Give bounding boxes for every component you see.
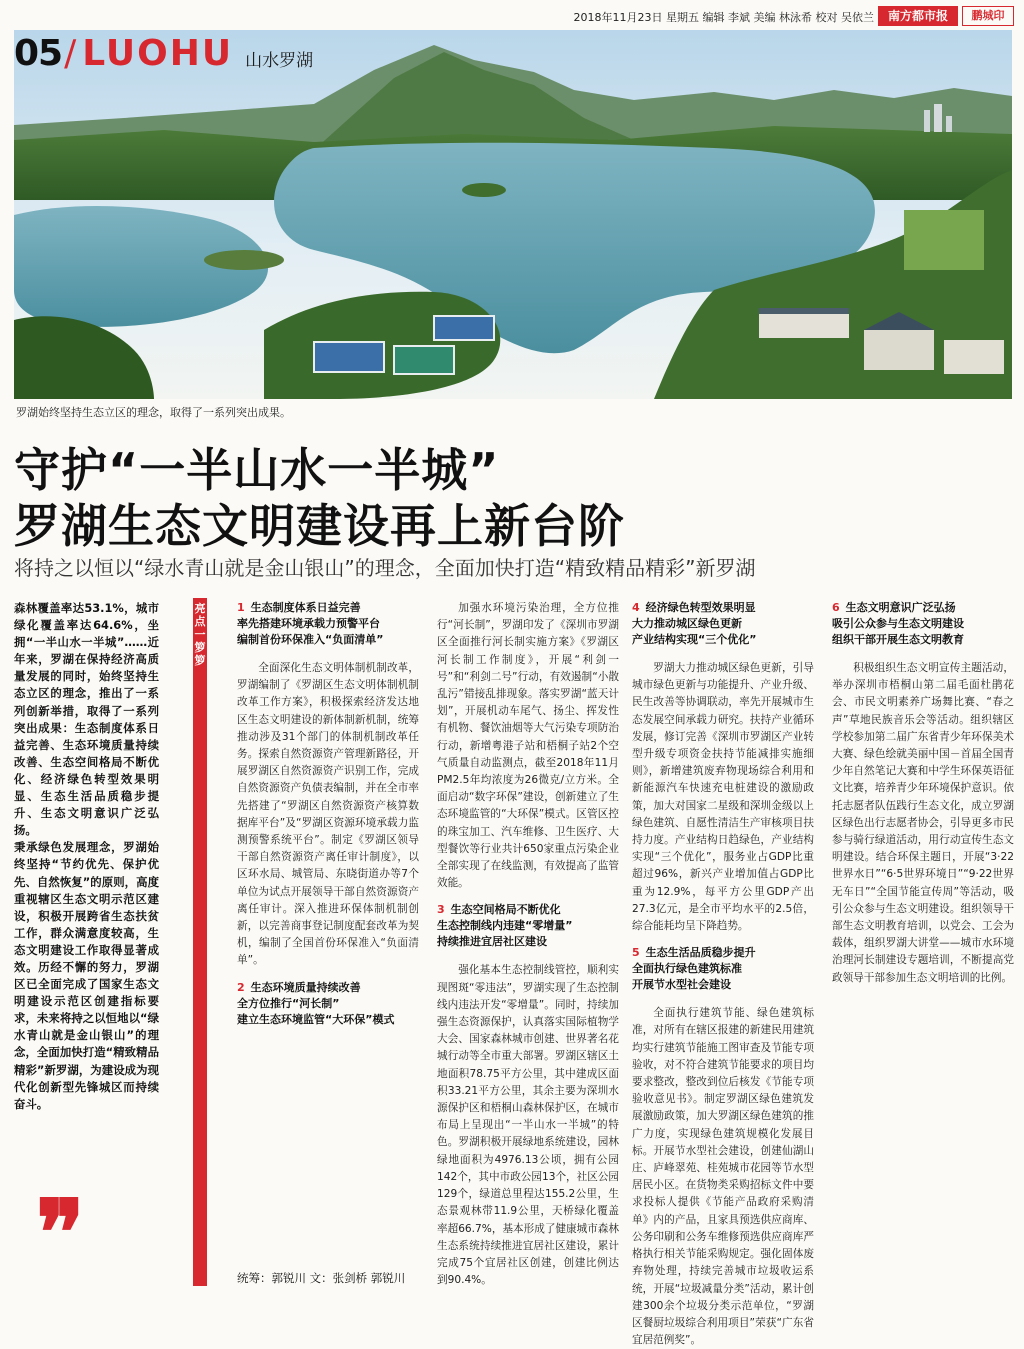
headline-line1: 守护“一半山水一半城” [14, 443, 500, 497]
photo-caption: 罗湖始终坚持生态立区的理念，取得了一系列突出成果。 [16, 406, 291, 419]
section-title: 生态环境质量持续改善 [250, 980, 361, 994]
headline-line2: 罗湖生态文明建设再上新台阶 [14, 499, 625, 553]
section-title: 生态制度体系日益完善 [250, 601, 361, 614]
section-heading [832, 600, 1014, 616]
section-heading [437, 902, 619, 918]
section-body: 罗湖大力推动城区绿色更新，引导城市绿色更新与功能提升、产业升级、民生改善等协调联动，率先开展城市生态发展空间承载力研究。扶持产业循环发展，修订完善《深圳市罗湖区产业转型升级专项资金扶持节能减排实施细则》，新增建筑废弃物现场综合利用和新能源汽车快速充电桩建设的激励政策，加大对国家二星级和深圳金级以上绿色建筑、自愿性清洁生产审核项目扶持力度。产业结构日趋绿色，产业结构实现“三个优化”，服务业占GDP比重超过96%，新兴产业增加值占GDP比重为12.9%，每平方公里GDP产出27.3亿元，是全市平均水平的2.5倍，综合能耗均呈下降趋势。 [632, 662, 814, 933]
section-title: 生态文明意识广泛弘扬 [845, 601, 956, 614]
section-heading [632, 600, 814, 616]
lead-paragraph: 森林覆盖率达53.1%，城市绿化覆盖率达64.6%，坐拥“一半山水一半城”……近年来，罗湖在保持经济高质量发展的同时，始终坚持生态立区的理念，推出了一系列创新举措，取得了一系列突出成果：生态制度体系日益完善、生态环境质量持续改善、生态空间格局不断优化、经济绿色转型效果明显、生态生活品质稳步提升、生态文明意识广泛弘扬。 [14, 601, 159, 838]
subheadline: 将持之以恒以“绿水青山就是金山银山”的理念，全面加快打造“精致精品精彩”新罗湖 [14, 556, 756, 580]
lead-paragraph: 秉承绿色发展理念，罗湖始终坚持“节约优先、保护优先、自然恢复”的原则，高度重视辖区生态文明示范区建设，积极开展跨省生态扶贫工作，群众满意度较高，生态文明建设工作取得显著成效。历经不懈的努力，罗湖区已全面完成了国家生态文明建设示范区创建指标要求，未来将持之以恒地以“绿水青山就是金山银山”的理念，全面加快打造“精致精品精彩”新罗湖，为建设成为现代化创新型先锋城区而持续奋斗。 [14, 840, 159, 1111]
section-heading [237, 600, 419, 616]
article-column-1 [237, 600, 419, 1040]
section-4 [632, 600, 814, 935]
section-subtitle: 山水罗湖 [245, 50, 314, 71]
highlight-bar [193, 598, 207, 1286]
section-number: 3 [437, 903, 445, 917]
partner-logo: 鹏城印 [962, 6, 1014, 26]
section-number: 5 [632, 946, 640, 960]
hero-photo [14, 30, 1012, 399]
highlight-label [193, 602, 207, 667]
section-body: 加强水环境污染治理，全方位推行“河长制”，罗湖印发了《深圳市罗湖区全面推行河长制实施方案》《罗湖区河长制工作制度》，开展“利剑一号”和“利剑二号”行动，有效遏制“小散乱污”错接乱排现象。落实罗湖“蓝天计划”，开展机动车尾气、扬尘、挥发性有机物、餐饮油烟等大气污染专项防治行动，新增粤港子站和梧桐子站2个空气质量自动监测点，截至2018年11月PM2.5年均浓度为26微克/立方米。全面启动“数字环保”建设，创新建立了生态环境监管的“大环保”模式。区管区控的珠宝加工、汽车维修、卫生医疗、大型餐饮等行业共计650家重点污染企业全部实现了在线监测，有效提高了监管效能。 [437, 602, 619, 890]
section-body: 全面深化生态文明体制机制改革，罗湖编制了《罗湖区生态文明体制机制改革工作方案》，积极探索经济发达地区生态文明建设的新体制新机制，统筹推动涉及31个部门的体制机制改革任务。探索自然资源资产管理新路径，开展罗湖区自然资源资产识别工作，完成自然资源资产负债表编制，并在全市率先搭建了“罗湖区自然资源资产核算数据库平台”及“罗湖区资源环境承载力监测预警系统平台”。制定《罗湖区领导干部自然资源资产离任审计制度》，以区环水局、城管局、东晓街道办等7个单位为试点开展领导干部自然资源资产离任审计。深入推进环保体制机制创新，以完善商事登记制度配套改革为契机，编制了全国首份环保准入“负面清单”。 [237, 662, 419, 967]
section-title: 生态生活品质稳步提升 [645, 946, 756, 960]
section-title: 经济绿色转型效果明显 [645, 601, 756, 614]
section-heading [632, 945, 814, 961]
section-subheading: 全方位推行“河长制” 建立生态环境监管“大环保”模式 [237, 996, 395, 1026]
section-slash: / [64, 32, 77, 74]
section-heading [237, 980, 419, 996]
lake-landscape-illustration [14, 30, 1012, 399]
section-number: 1 [237, 601, 245, 614]
section-2 [237, 980, 419, 1028]
byline-credit: 统筹：郭锐川 文：张剑桥 郭锐川 [237, 1271, 406, 1285]
section-5 [632, 945, 814, 1349]
newspaper-logo: 南方都市报 [878, 6, 958, 26]
section-body: 积极组织生态文明宣传主题活动，举办深圳市梧桐山第二届毛面杜鹃花会、市民文明素养广场舞比赛、“春之声”草地民族音乐会等活动。组织辖区学校参加第二届广东省青少年环保美术大赛、绿色绘就美丽中国－首届全国青少年自然笔记大赛和中学生环保英语征文比赛，培养青少年环境保护意识。依托志愿者队伍践行生态文化，成立罗湖区绿色出行志愿者协会，引导更多市民参与骑行绿道活动，用行动宣传生态文明建设。结合环保主题日，开展“3·22世界水日”“6·5世界环境日”“9·22世界无车日”“全国节能宣传周”等活动，吸引公众参与生态文明建设。组织领导干部生态文明教育培训，以党会、工会为载体，组织罗湖大讲堂——城市水环境治理河长制建设专题培训，不断提高党政领导干部参加生态文明培训的比例。 [832, 662, 1014, 984]
section-name: LUOHU [82, 32, 234, 74]
masthead [0, 0, 1024, 30]
section-1 [237, 600, 419, 970]
section-subheading: 大力推动城区绿色更新 产业结构实现“三个优化” [632, 617, 757, 646]
section-subheading: 全面执行绿色建筑标准 开展节水型社会建设 [632, 962, 742, 992]
section-title: 生态空间格局不断优化 [450, 903, 561, 917]
section-subheading: 率先搭建环境承载力预警平台 编制首份环保准入“负面清单” [237, 617, 384, 646]
section-body: 全面执行建筑节能、绿色建筑标准，对所有在辖区报建的新建民用建筑均实行建筑节能施工图审查及节能专项验收，对不符合建筑节能要求的项目均要求整改，整改到位后核发《节能专项验收意见书》。制定罗湖区绿色建筑发展激励政策，加大罗湖区绿色建筑的推广力度，实现绿色建筑规模化发展目标。开展节水型社会建设，创建仙湖山庄、庐峰翠苑、桂苑城市花园等节水型居民小区。在货物类采购招标文件中要求投标人提供《节能产品政府采购清单》内的产品，且家具预选供应商库、公务印刷和公务车维修预选供应商库严格执行相关节能采购规定。强化固体废弃物处理，持续完善城市垃圾收运系统，开展“垃圾减量分类”活动，累计创建300余个垃圾分类示范单位，“罗湖区餐厨垃圾综合利用项目”荣获“广东省宜居范例奖”。 [632, 1007, 814, 1347]
quote-mark-icon: ❞ [36, 1180, 85, 1286]
section-subheading: 生态控制线内违建“零增量” 持续推进宜居社区建设 [437, 919, 573, 949]
section-number: 2 [237, 980, 245, 994]
article-column-3 [632, 600, 814, 1347]
section-tag [14, 30, 313, 76]
section-body: 强化基本生态控制线管控，顺利实现图斑“零违法”，罗湖实现了生态控制线内违法开发“零增量”。同时，持续加强生态资源保护，认真落实国际植物学大会、国家森林城市创建、世界著名花城行动等全市重大部署。罗湖区辖区土地面积78.75平方公里，其中建成区面积33.21平方公里，其余主要为深圳水源保护区和梧桐山森林保护区，在城市布局上呈现出“一半山水一半城”的特色。罗湖积极开展绿地系统建设，园林绿地面积为4976.13公顷，拥有公园142个，其中市政公园13个，社区公园129个，绿道总里程达155.2公里，生态景观林带11.9公里，天桥绿化覆盖率超66.7%，基本形成了健康城市森林生态系统持续推进宜居社区建设，累计完成75个宜居社区创建，创建比例达到90.4%。 [437, 964, 620, 1287]
section-number: 05 [14, 32, 63, 74]
lead-column [14, 600, 159, 1113]
section-subheading: 吸引公众参与生态文明建设 组织干部开展生态文明教育 [832, 617, 964, 646]
section-number: 4 [632, 601, 640, 614]
section-6 [832, 600, 1014, 987]
section-number: 6 [832, 601, 840, 614]
issue-meta: 2018年11月23日 星期五 编辑 李斌 美编 林泳希 校对 吴依兰 [573, 11, 874, 24]
article-column-4 [832, 600, 1014, 1268]
highlight-label-text: 亮点一箩箩 [194, 602, 206, 667]
article-column-2 [437, 600, 620, 1287]
section-3 [437, 902, 619, 1289]
